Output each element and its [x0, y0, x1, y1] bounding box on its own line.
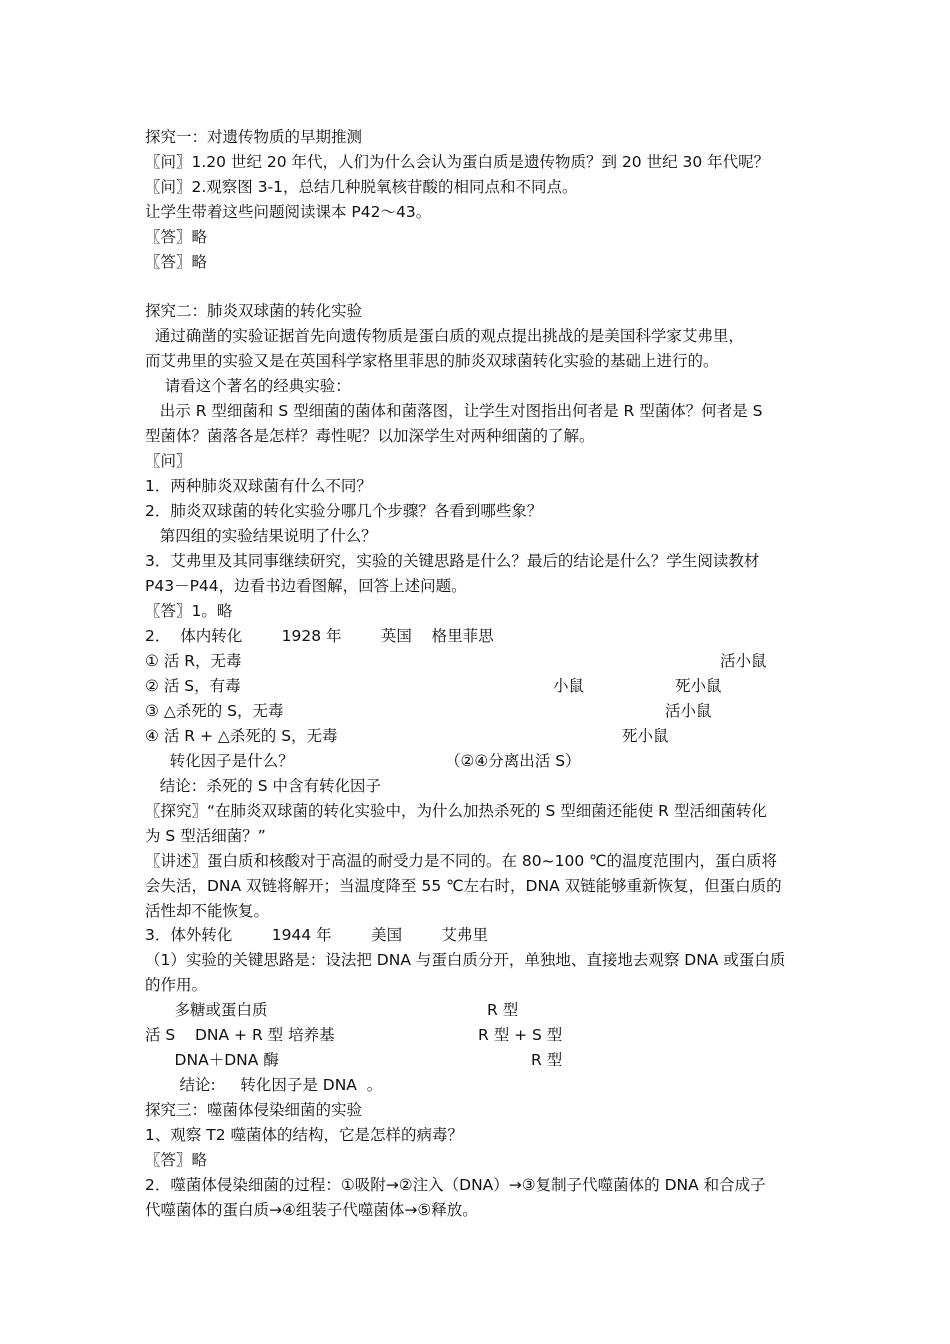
section3-process-line-1: 2．噬菌体侵染细菌的过程：①吸附→②注入（DNA）→③复制子代噬菌体的 DNA 和合成子: [145, 1176, 766, 1194]
section2-question-2: 2．肺炎双球菌的转化实验分哪几个步骤？各看到哪些象？: [145, 502, 543, 520]
group-4-label: ④ 活 R + △杀死的 S，无毒: [145, 727, 338, 745]
in-vitro-row-2-result: R 型 + S 型: [478, 1026, 563, 1044]
section2-intro-line-2: 而艾弗里的实验又是在英国科学家格里菲思的肺炎双球菌转化实验的基础上进行的。: [145, 352, 719, 370]
in-vitro-conclusion: 结论: 转化因子是 DNA 。: [145, 1076, 383, 1094]
group-1-label: ① 活 R，无毒: [145, 652, 242, 670]
section2-question-3-line-2: P43－P44，边看书边看图解，回答上述问题。: [145, 577, 467, 595]
section1-question-1: 〖问〗1.20 世纪 20 年代，人们为什么会认为蛋白质是遗传物质？到 20 世纪 30 年代呢？: [145, 153, 770, 171]
in-vitro-row-1-result: R 型: [487, 1001, 519, 1019]
section1-question-2: 〖问〗2.观察图 3-1，总结几种脱氧核苷酸的相同点和不同点。: [145, 178, 578, 196]
section2-ask-label: 〖问〗: [145, 452, 192, 470]
section2-show-line-1: 出示 R 型细菌和 S 型细菌的菌体和菌落图，让学生对图指出何者是 R 型菌体？何者是 S: [145, 402, 763, 420]
section2-show-line-2: 型菌体？菌落各是怎样？毒性呢？以加深学生对两种细菌的了解。: [145, 427, 595, 445]
in-vivo-heading: 2． 体内转化 1928 年 英国 格里菲思: [145, 627, 494, 645]
section3-process-line-2: 代噬菌体的蛋白质→④组装子代噬菌体→⑤释放。: [145, 1201, 478, 1219]
group-1-result: 活小鼠: [720, 652, 767, 670]
in-vitro-row-3-treatment: DNA＋DNA 酶: [145, 1051, 279, 1069]
in-vivo-conclusion: 结论：杀死的 S 中含有转化因子: [145, 777, 381, 795]
section1-answer-2: 〖答〗略: [145, 253, 208, 271]
group-3-result: 活小鼠: [665, 702, 712, 720]
explore-line-2: 为 S 型活细菌？”: [145, 827, 266, 845]
section3-question-1: 1、观察 T2 噬菌体的结构，它是怎样的病毒？: [145, 1126, 464, 1144]
group-3-label: ③ △杀死的 S，无毒: [145, 702, 284, 720]
in-vitro-row-2-treatment: 活 S DNA + R 型 培养基: [145, 1026, 335, 1044]
section3-title: 探究三：噬菌体侵染细菌的实验: [145, 1101, 363, 1119]
section2-look-line: 请看这个著名的经典实验：: [145, 377, 351, 395]
lecture-line-2: 会失活，DNA 双链将解开；当温度降至 55 ℃左右时，DNA 双链能够重新恢复，但蛋白质的: [145, 877, 782, 895]
key-idea-line-1: （1）实验的关键思路是：设法把 DNA 与蛋白质分开，单独地、直接地去观察 DNA 或蛋白质: [145, 951, 786, 969]
lecture-line-1: 〖讲述〗蛋白质和核酸对于高温的耐受力是不同的。在 80~100 ℃的温度范围内，蛋白质将: [145, 852, 778, 870]
section1-title: 探究一：对遗传物质的早期推测: [145, 128, 363, 146]
section2-answer: 〖答〗1。略: [145, 602, 233, 620]
section2-question-1: 1．两种肺炎双球菌有什么不同？: [145, 477, 372, 495]
section3-answer-1: 〖答〗略: [145, 1151, 208, 1169]
group-4-result: 死小鼠: [622, 727, 669, 745]
key-idea-line-2: 的作用。: [145, 976, 208, 994]
section1-answer-1: 〖答〗略: [145, 228, 208, 246]
in-vitro-row-3-result: R 型: [531, 1051, 563, 1069]
section2-intro-line-1: 通过确凿的实验证据首先向遗传物质是蛋白质的观点提出挑战的是美国科学家艾弗里，: [145, 327, 744, 345]
group-2-label: ② 活 S，有毒: [145, 677, 241, 695]
explore-line-1: 〖探究〗“在肺炎双球菌的转化实验中，为什么加热杀死的 S 型细菌还能使 R 型活细菌转化: [145, 802, 767, 820]
lecture-line-3: 活性却不能恢复。: [145, 902, 270, 920]
group-2-result: 死小鼠: [675, 677, 722, 695]
section1-reading-instruction: 让学生带着这些问题阅读课本 P42～43。: [145, 203, 432, 221]
in-vitro-row-1-treatment: 多糖或蛋白质: [145, 1001, 268, 1019]
section2-title: 探究二：肺炎双球菌的转化实验: [145, 302, 363, 320]
transforming-factor-note: （②④分离出活 S）: [445, 752, 581, 770]
transforming-factor-question: 转化因子是什么？: [145, 752, 294, 770]
section2-question-3-line-1: 3．艾弗里及其同事继续研究，实验的关键思路是什么？最后的结论是什么？学生阅读教材: [145, 552, 760, 570]
section2-question-2b: 第四组的实验结果说明了什么？: [145, 527, 377, 545]
in-vitro-heading: 3．体外转化 1944 年 美国 艾弗里: [145, 926, 488, 944]
group-2-mouse: 小鼠: [553, 677, 585, 695]
